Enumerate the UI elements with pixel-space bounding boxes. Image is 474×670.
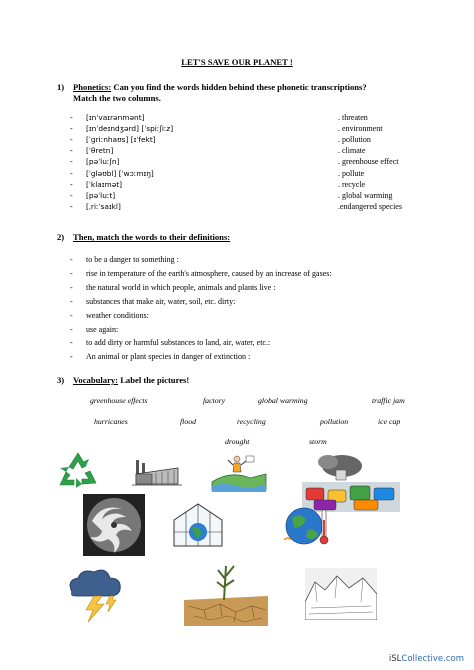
worksheet-title: LET'S SAVE OUR PLANET ! (181, 57, 293, 67)
list-dash: - (70, 310, 73, 320)
phonetics-row (70, 202, 420, 212)
match-word: . pollution (338, 135, 371, 145)
definition-item (70, 269, 332, 279)
phonetics-row (70, 169, 420, 179)
global-warming-picture (278, 500, 338, 550)
definition-item (70, 255, 179, 265)
vocab-word: global warming (258, 396, 308, 405)
definition-text: to be a danger to something : (86, 255, 179, 264)
list-dash: - (70, 190, 73, 200)
section1-subheading: Match the two columns. (73, 93, 161, 103)
phonetics-row (70, 113, 420, 123)
phonetic-transcription: [ˈklaɪmət] (86, 179, 123, 189)
list-dash: - (70, 324, 73, 334)
flood-picture (210, 452, 268, 494)
vocab-word: drought (225, 437, 250, 446)
phonetic-transcription: [ˈɡriːnhaʊs] [ɪˈfekt] (86, 135, 156, 145)
section3-heading (57, 375, 189, 386)
vocab-word: pollution (320, 417, 349, 426)
list-dash: - (70, 157, 73, 167)
phonetic-transcription: [ɪnˈdeɪndʒərd] [ˈspiːʃiːz] (86, 124, 174, 134)
phonetics-row (70, 180, 420, 190)
definition-text: use again: (86, 324, 119, 334)
footer-brand-prefix: iSL (388, 654, 402, 664)
phonetics-row (70, 191, 420, 201)
section3-number: 3) (57, 375, 65, 385)
definition-item (70, 311, 149, 321)
definition-text: the natural world in which people, animals and plants live : (86, 282, 276, 292)
phonetics-row (70, 157, 420, 167)
vocab-word: traffic jam (372, 396, 405, 405)
storm-cloud-picture (62, 566, 126, 622)
section1-question: Can you find the words hidden behind these phonetic transcriptions? (113, 82, 367, 92)
phonetic-transcription: [ɪnˈvaɪrənmənt] (86, 113, 145, 122)
vocab-word: recycling (237, 417, 266, 426)
match-word: .endangered species (338, 201, 402, 211)
match-word: . environment (338, 124, 383, 134)
definition-item (70, 352, 250, 362)
list-dash: - (70, 282, 73, 292)
list-dash: - (70, 179, 73, 189)
match-word: . global warming (338, 190, 393, 200)
definition-text: An animal or plant species in danger of extinction : (86, 352, 251, 362)
phonetic-transcription: [ˈθretn] (86, 146, 114, 156)
definition-text: substances that make air, water, soil, etc. dirty: (86, 296, 236, 306)
vocab-word: storm (309, 437, 327, 446)
definition-text: rise in temperature of the earth's atmosphere, caused by an increase of gases: (86, 268, 332, 278)
vocab-word: flood (180, 417, 197, 426)
phonetics-row (70, 124, 420, 134)
list-dash: - (70, 201, 73, 211)
section2-number: 2) (57, 232, 65, 242)
phonetics-row (70, 135, 420, 145)
recycling-symbol-icon (56, 450, 100, 494)
section1-number: 1) (57, 82, 65, 92)
definition-item (70, 283, 276, 293)
section2-title: Then, match the words to their definitions: (73, 232, 231, 242)
phonetics-row (70, 146, 420, 156)
list-dash: - (70, 352, 73, 362)
vocab-word: factory (203, 396, 226, 405)
list-dash: - (70, 255, 73, 264)
phonetic-transcription: [ˌriːˈsaɪkl] (86, 201, 121, 211)
list-dash: - (70, 338, 73, 348)
drought-picture (184, 560, 268, 626)
match-word: . greenhouse effect (338, 157, 399, 167)
vocab-word: hurricanes (94, 417, 128, 426)
definition-item (70, 338, 270, 348)
phonetic-transcription: [ˈɡləʊbl] [ˈwɔːmɪŋ] (86, 168, 154, 178)
definition-item (70, 297, 235, 307)
section3-keyword: Vocabulary: (73, 375, 119, 385)
section2-heading (57, 232, 230, 243)
definition-text: to add dirty or harmful substances to land, air, water, etc.: (86, 338, 271, 348)
section1-keyword: Phonetics: (73, 82, 112, 92)
list-dash: - (70, 135, 73, 145)
list-dash: - (70, 168, 73, 178)
list-dash: - (70, 124, 73, 134)
match-word: . threaten (338, 113, 368, 122)
list-dash: - (70, 146, 73, 156)
list-dash: - (70, 296, 73, 306)
section1-heading (57, 82, 367, 104)
phonetic-transcription: [pəˈluːt] (86, 190, 116, 200)
definition-text: weather conditions: (86, 310, 149, 320)
match-word: . climate (338, 146, 366, 156)
footer-brand (389, 654, 464, 664)
greenhouse-picture (170, 498, 226, 550)
phonetic-transcription: [pəˈluːʃn] (86, 157, 120, 167)
factory-picture (132, 458, 182, 488)
ice-cap-picture (305, 568, 377, 620)
definition-item (70, 325, 118, 335)
vocab-word: ice cap (378, 417, 401, 426)
match-word: . recycle (338, 179, 366, 189)
vocab-word: greenhouse effects (90, 396, 148, 405)
match-word: . pollute (338, 168, 365, 178)
section3-title: Label the pictures! (120, 375, 190, 385)
list-dash: - (70, 268, 73, 278)
hurricane-picture (83, 494, 145, 556)
footer-brand-domain: Collective.com (401, 654, 464, 664)
list-dash: - (70, 113, 73, 122)
